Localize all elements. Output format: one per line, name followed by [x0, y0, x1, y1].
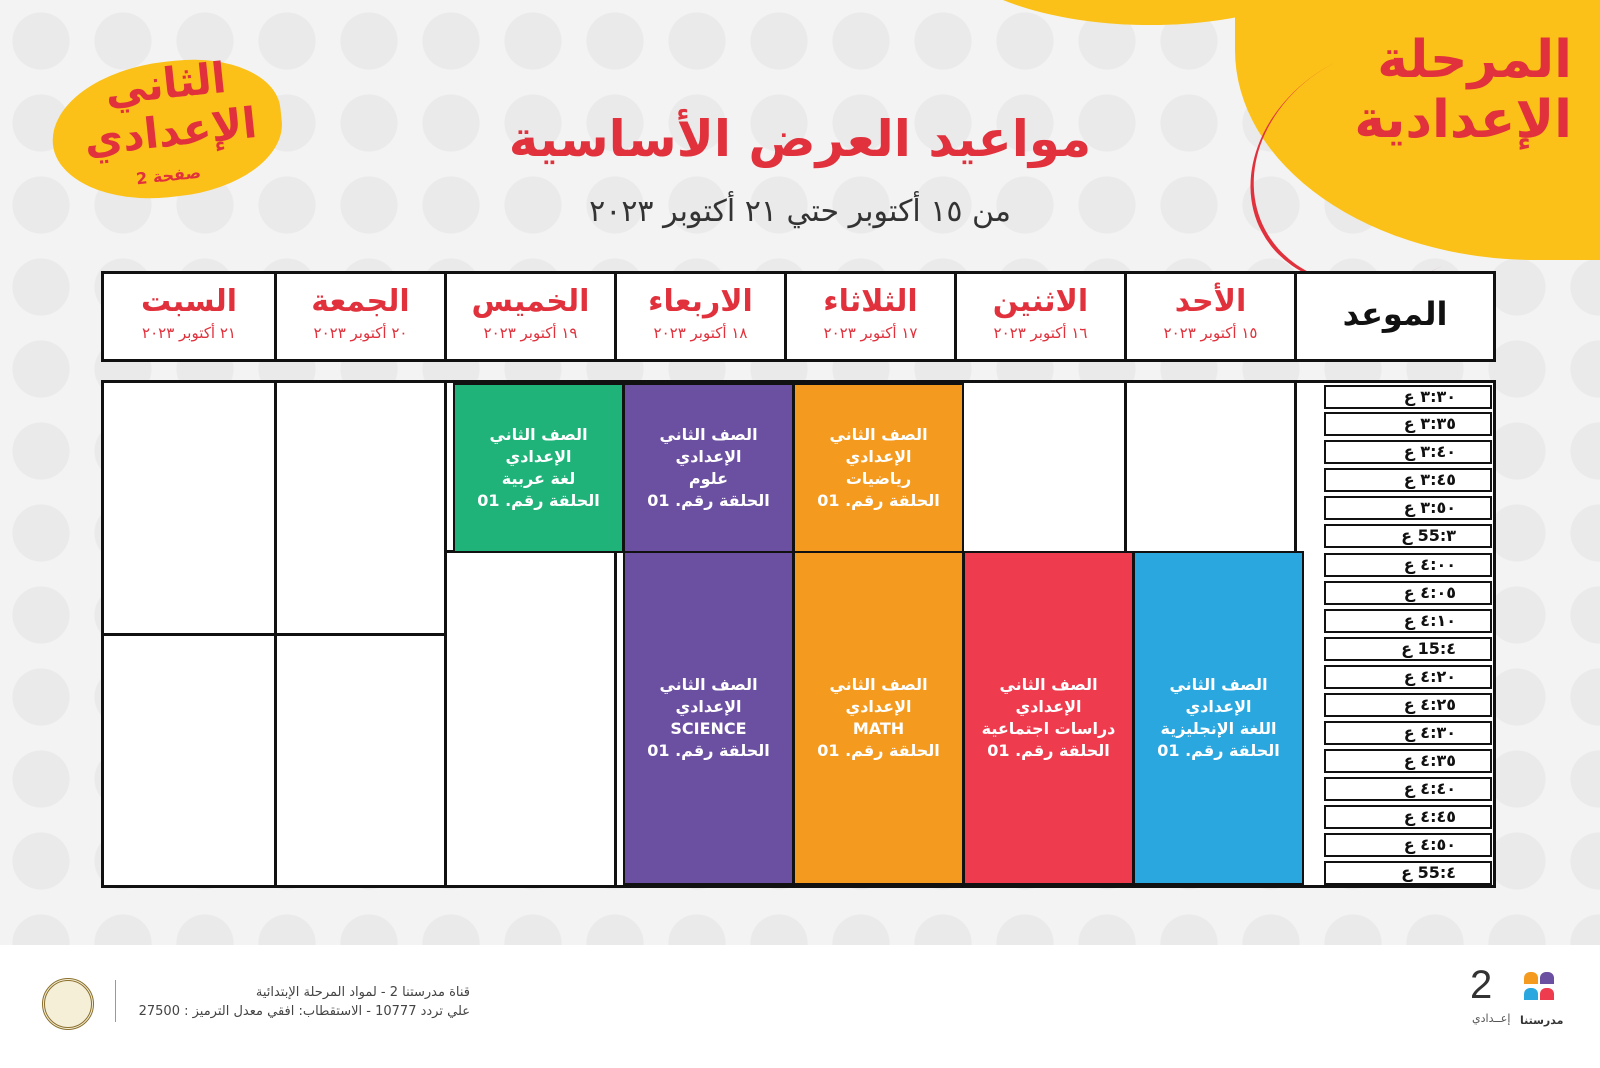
time-slot: ٤:٤٥ ع: [1324, 805, 1492, 829]
header-sunday: [1124, 274, 1294, 359]
header-monday: [954, 274, 1124, 359]
session-subject: دراسات اجتماعية: [981, 719, 1116, 738]
session-episode: الحلقة رقم. 01: [647, 741, 770, 760]
session-grade: الصف الثاني الإعدادي: [1169, 675, 1268, 716]
date-label: ٢١ أكتوبر ٢٠٢٣: [142, 324, 236, 342]
session-tuesday-math-en: [793, 551, 964, 885]
time-slot: ٣:٣٥ ع: [1324, 412, 1492, 436]
date-label: ٢٠ أكتوبر ٢٠٢٣: [313, 324, 408, 342]
day-label: الاربعاء: [648, 284, 753, 319]
footer-separator: [115, 980, 116, 1022]
page-subtitle: من ١٥ أكتوبر حتي ٢١ أكتوبر ٢٠٢٣: [589, 194, 1011, 229]
session-sunday-english: [1133, 551, 1304, 885]
session-wednesday-science-ar: [623, 383, 794, 553]
session-episode: الحلقة رقم. 01: [817, 491, 940, 510]
session-subject: لغة عربية: [501, 469, 576, 488]
time-slot: ٣:٣٠ ع: [1324, 385, 1492, 409]
header-friday: [274, 274, 444, 359]
time-slot: ٤:١٠ ع: [1324, 609, 1492, 633]
header-saturday: [104, 274, 274, 359]
session-episode: الحلقة رقم. 01: [477, 491, 600, 510]
time-slot: ٤:٢٥ ع: [1324, 693, 1492, 717]
page-title: مواعيد العرض الأساسية: [508, 110, 1092, 168]
time-slot: ٤:٣٥ ع: [1324, 749, 1492, 773]
day-label: الثلاثاء: [823, 284, 918, 319]
time-slot: ٤:٠٥ ع: [1324, 581, 1492, 605]
session-subject: اللغة الإنجليزية: [1160, 719, 1277, 738]
time-slot: ٤:٤٠ ع: [1324, 777, 1492, 801]
day-label: الاثنين: [992, 284, 1089, 319]
ministry-seal-icon: [42, 978, 94, 1030]
day-label: الأحد: [1174, 284, 1247, 319]
date-label: ١٦ أكتوبر ٢٠٢٣: [993, 324, 1088, 342]
header-time-column: [1294, 274, 1493, 359]
session-subject: SCIENCE: [670, 719, 747, 738]
channel-info: قناة مدرستنا 2 - لمواد المرحلة الإبتدائية: [255, 985, 470, 1000]
date-label: ١٩ أكتوبر ٢٠٢٣: [483, 324, 578, 342]
stage-line1: المرحلة: [1377, 30, 1572, 90]
time-slot: ٤:55 ع: [1324, 861, 1492, 885]
brand-number: 2: [1470, 963, 1493, 1007]
session-grade: الصف الثاني الإعدادي: [659, 675, 758, 716]
session-grade: الصف الثاني الإعدادي: [829, 675, 928, 716]
madrasatona-logo-icon: [1524, 972, 1564, 1010]
session-episode: الحلقة رقم. 01: [647, 491, 770, 510]
badge-line2: الإعدادي: [81, 97, 260, 165]
time-slot: ٣:٤٥ ع: [1324, 468, 1492, 492]
session-tuesday-math-ar: [793, 383, 964, 553]
schedule-header: [101, 271, 1496, 362]
grid-hdivider: [104, 633, 444, 636]
date-label: ١٥ أكتوبر ٢٠٢٣: [1163, 324, 1258, 342]
time-slot: ٣:55 ع: [1324, 524, 1492, 548]
time-slot: ٤:٠٠ ع: [1324, 553, 1492, 577]
header-wednesday: [614, 274, 784, 359]
date-label: ١٧ أكتوبر ٢٠٢٣: [823, 324, 918, 342]
header-thursday: [444, 274, 614, 359]
session-monday-social: [963, 551, 1134, 885]
time-slot: ٣:٤٠ ع: [1324, 440, 1492, 464]
session-episode: الحلقة رقم. 01: [987, 741, 1110, 760]
time-slot: ٤:٢٠ ع: [1324, 665, 1492, 689]
time-slot: ٤:٥٠ ع: [1324, 833, 1492, 857]
session-subject: علوم: [688, 469, 729, 488]
badge-line1: الثاني: [102, 52, 229, 115]
day-label: الجمعة: [311, 284, 410, 319]
stage-title: [1292, 30, 1572, 150]
brand-name: مدرستنا: [1520, 1014, 1564, 1027]
session-grade: الصف الثاني الإعدادي: [999, 675, 1098, 716]
session-episode: الحلقة رقم. 01: [1157, 741, 1280, 760]
session-subject: MATH: [852, 719, 905, 738]
badge-page: صفحة 2: [135, 162, 202, 189]
session-wednesday-science-en: [623, 551, 794, 885]
frequency-info: علي تردد 10777 - الاستقطاب: افقي معدل الترميز : 27500: [138, 1004, 470, 1019]
day-label: السبت: [140, 284, 238, 319]
day-label: الخميس: [471, 284, 590, 319]
grid-divider: [444, 383, 447, 885]
session-episode: الحلقة رقم. 01: [817, 741, 940, 760]
session-grade: الصف الثاني الإعدادي: [829, 425, 928, 466]
date-label: ١٨ أكتوبر ٢٠٢٣: [653, 324, 748, 342]
time-slot: ٣:٥٠ ع: [1324, 496, 1492, 520]
session-grade: الصف الثاني الإعدادي: [659, 425, 758, 466]
session-grade: الصف الثاني الإعدادي: [489, 425, 588, 466]
time-slot: ٤:15 ع: [1324, 637, 1492, 661]
session-subject: رياضيات: [845, 469, 912, 488]
header-tuesday: [784, 274, 954, 359]
stage-line2: الإعدادية: [1354, 90, 1572, 150]
time-column-label: الموعد: [1342, 295, 1448, 333]
time-slot: ٤:٣٠ ع: [1324, 721, 1492, 745]
brand-sub: إعــدادي: [1472, 1012, 1511, 1025]
session-thursday-arabic: [453, 383, 624, 553]
